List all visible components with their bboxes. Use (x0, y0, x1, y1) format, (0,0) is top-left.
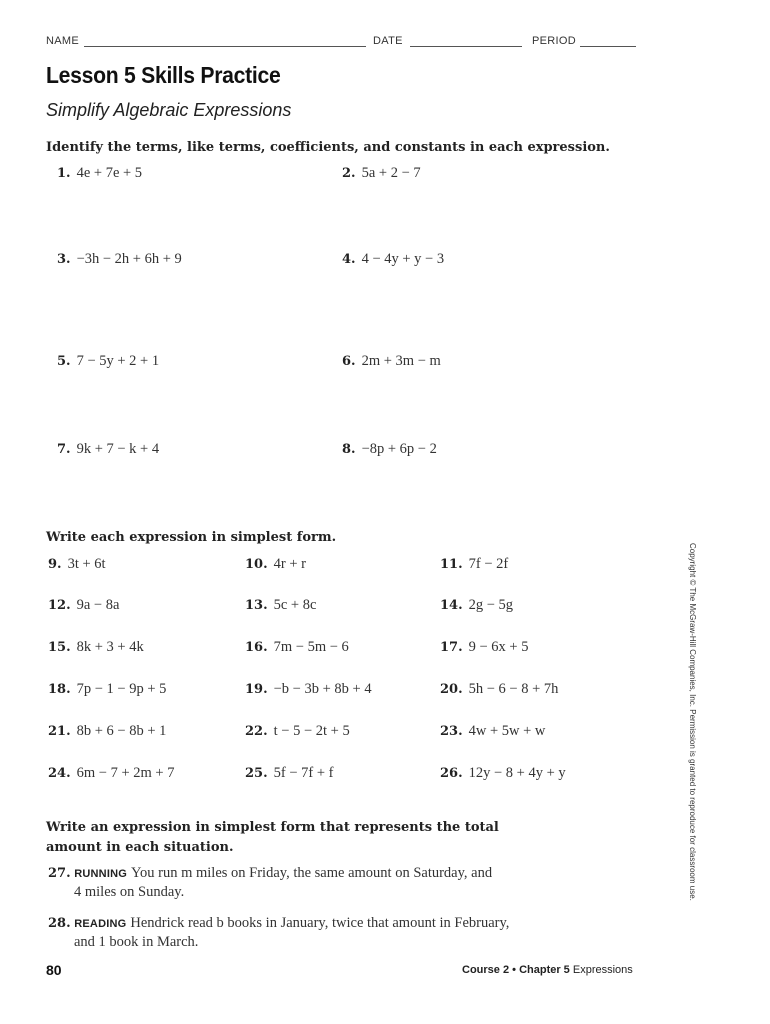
problem-number: 26. (440, 766, 463, 781)
problem-expression: −8p + 6p − 2 (361, 441, 437, 457)
problem-3 (57, 251, 182, 268)
problem-18 (48, 681, 166, 698)
name-label: NAME (46, 35, 79, 47)
problem-number: 2. (342, 166, 356, 181)
section3-instruction (46, 818, 499, 858)
problem-expression: −b − 3b + 8b + 4 (273, 681, 372, 697)
section1-instruction: Identify the terms, like terms, coefficients, and constants in each expression. (46, 140, 610, 155)
problem-number: 22. (245, 724, 268, 739)
problem-19 (245, 681, 372, 698)
problem-number: 16. (245, 640, 268, 655)
problem-tag: READING (74, 918, 127, 930)
problem-number: 27. (48, 866, 71, 881)
problem-number: 18. (48, 682, 71, 697)
problem-expression: 2m + 3m − m (361, 353, 441, 369)
page-number: 80 (46, 962, 62, 978)
problem-expression: 9a − 8a (76, 597, 120, 613)
problem-expression: 7m − 5m − 6 (273, 639, 349, 655)
date-label: DATE (373, 35, 403, 47)
problem-expression: 5a + 2 − 7 (361, 165, 421, 181)
problem-23 (440, 723, 545, 740)
problem-number: 5. (57, 354, 71, 369)
problem-20 (440, 681, 558, 698)
problem-11 (440, 556, 508, 573)
problem-10 (245, 556, 306, 573)
problem-expression: 9 − 6x + 5 (468, 639, 529, 655)
problem-number: 17. (440, 640, 463, 655)
section3-instruction-line2: amount in each situation. (46, 840, 234, 855)
problem-number: 25. (245, 766, 268, 781)
problem-expression: 2g − 5g (468, 597, 514, 613)
problem-8 (342, 441, 437, 458)
problem-number: 11. (440, 557, 463, 572)
problem-number: 19. (245, 682, 268, 697)
problem-number: 28. (48, 916, 71, 931)
problem-28 (48, 914, 509, 951)
problem-5 (57, 353, 159, 370)
problem-number: 12. (48, 598, 71, 613)
problem-number: 10. (245, 557, 268, 572)
problem-expression: 8b + 6 − 8b + 1 (76, 723, 167, 739)
problem-text-line2: 4 miles on Sunday. (74, 884, 185, 900)
problem-9 (48, 556, 106, 573)
problem-17 (440, 639, 528, 656)
problem-expression: 4 − 4y + y − 3 (361, 251, 445, 267)
problem-number: 4. (342, 252, 356, 267)
section3-instruction-line1: Write an expression in simplest form that represents the total (46, 820, 499, 835)
problem-expression: 4r + r (273, 556, 306, 572)
problem-tag: RUNNING (74, 868, 127, 880)
problem-26 (440, 765, 566, 782)
section2-instruction: Write each expression in simplest form. (46, 530, 337, 545)
problem-13 (245, 597, 316, 614)
problem-4 (342, 251, 444, 268)
problem-24 (48, 765, 174, 782)
date-line[interactable] (410, 46, 522, 47)
problem-27 (48, 864, 492, 901)
problem-number: 24. (48, 766, 71, 781)
page-subtitle: Simplify Algebraic Expressions (46, 100, 292, 120)
problem-number: 21. (48, 724, 71, 739)
problem-14 (440, 597, 513, 614)
page-title: Lesson 5 Skills Practice (46, 62, 281, 88)
problem-2 (342, 165, 421, 182)
period-label: PERIOD (532, 35, 576, 47)
footer-chapter: Chapter 5 (519, 964, 570, 976)
problem-expression: 6m − 7 + 2m + 7 (76, 765, 175, 781)
problem-number: 14. (440, 598, 463, 613)
problem-number: 20. (440, 682, 463, 697)
problem-7 (57, 441, 159, 458)
problem-expression: 4w + 5w + w (468, 723, 546, 739)
problem-12 (48, 597, 119, 614)
problem-number: 8. (342, 442, 356, 457)
problem-text-line1: You run m miles on Friday, the same amount on Saturday, and (130, 865, 493, 881)
problem-number: 23. (440, 724, 463, 739)
problem-6 (342, 353, 441, 370)
footer-course: Course 2 (462, 964, 510, 976)
problem-text-line1: Hendrick read b books in January, twice that amount in February, (130, 915, 510, 931)
footer-course-info (462, 964, 633, 976)
problem-number: 9. (48, 557, 62, 572)
problem-21 (48, 723, 166, 740)
problem-1 (57, 165, 142, 182)
problem-expression: 12y − 8 + 4y + y (468, 765, 566, 781)
problem-15 (48, 639, 144, 656)
period-line[interactable] (580, 46, 636, 47)
problem-expression: 5f − 7f + f (273, 765, 334, 781)
problem-expression: 3t + 6t (67, 556, 106, 572)
problem-expression: 5h − 6 − 8 + 7h (468, 681, 559, 697)
footer-bullet: • (512, 964, 516, 976)
problem-expression: −3h − 2h + 6h + 9 (76, 251, 182, 267)
problem-number: 6. (342, 354, 356, 369)
problem-number: 3. (57, 252, 71, 267)
problem-25 (245, 765, 333, 782)
problem-expression: t − 5 − 2t + 5 (273, 723, 350, 739)
problem-22 (245, 723, 350, 740)
problem-text-line2: and 1 book in March. (74, 934, 199, 950)
problem-number: 15. (48, 640, 71, 655)
problem-number: 13. (245, 598, 268, 613)
problem-expression: 7f − 2f (468, 556, 509, 572)
problem-expression: 5c + 8c (273, 597, 317, 613)
copyright-notice: Copyright © The McGraw-Hill Companies, Inc. Permission is granted to reproduce for classroom use. (688, 543, 697, 901)
name-line[interactable] (84, 46, 366, 47)
problem-number: 7. (57, 442, 71, 457)
problem-expression: 7 − 5y + 2 + 1 (76, 353, 160, 369)
problem-expression: 4e + 7e + 5 (76, 165, 143, 181)
problem-number: 1. (57, 166, 71, 181)
footer-topic: Expressions (572, 964, 633, 976)
problem-expression: 7p − 1 − 9p + 5 (76, 681, 167, 697)
problem-expression: 9k + 7 − k + 4 (76, 441, 160, 457)
problem-16 (245, 639, 349, 656)
problem-expression: 8k + 3 + 4k (76, 639, 144, 655)
